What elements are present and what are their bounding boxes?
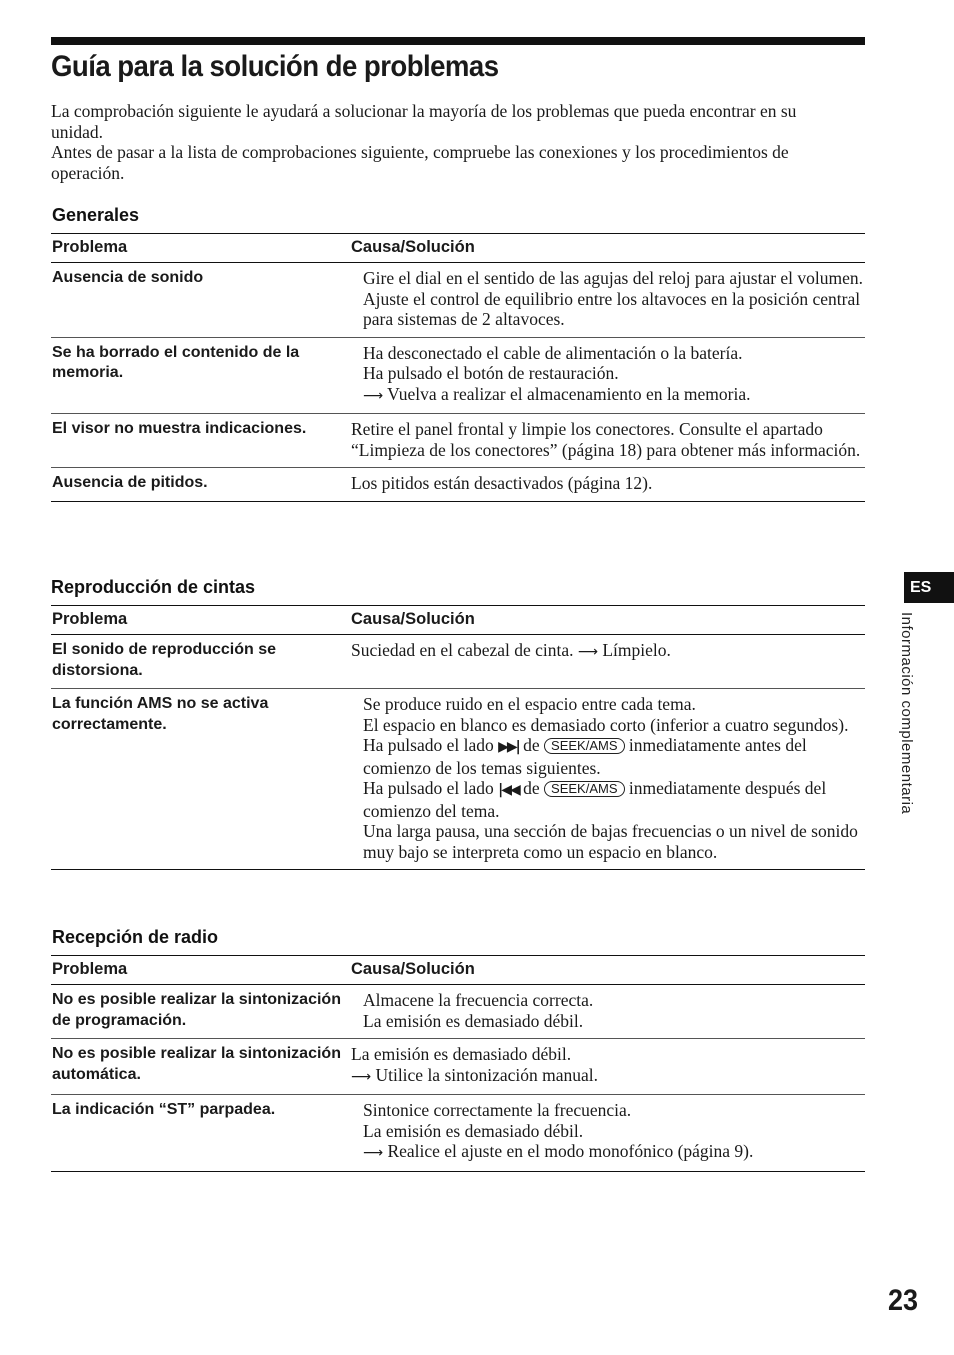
solution-line	[363, 1141, 865, 1164]
skip-back-icon: |◀◀	[498, 782, 519, 798]
solution-line	[363, 778, 865, 821]
language-tab: ES	[904, 572, 954, 603]
solution-line: Retire el panel frontal y limpie los conectores. Consulte el apartado “Limpieza de los conectores” (página 18) para obtener más información.	[351, 419, 861, 460]
solution-cell	[350, 689, 865, 870]
solution-line: La emisión es demasiado débil.	[351, 1044, 572, 1064]
table-row	[51, 1039, 865, 1095]
solution-text: Límpielo.	[602, 640, 671, 660]
table-row	[51, 689, 865, 870]
arrow-right-icon: ⟶	[363, 387, 384, 404]
intro	[51, 101, 831, 183]
solution-line	[363, 384, 865, 407]
table-header-row	[51, 956, 865, 985]
table-row	[51, 635, 865, 689]
section-title-radio: Recepción de radio	[52, 927, 219, 947]
table-row	[51, 468, 865, 502]
table-row	[51, 1095, 865, 1172]
problem-cell: Ausencia de pitidos.	[51, 468, 350, 502]
section-title-tape: Reproducción de cintas	[51, 577, 256, 597]
solution-line: Gire el dial en el sentido de las agujas del reloj para ajustar el volumen.	[363, 268, 864, 288]
table-tape	[51, 605, 865, 870]
solution-line: La emisión es demasiado débil.	[363, 1010, 584, 1031]
col-solution-header: Causa/Solución	[350, 956, 865, 985]
solution-text: Ha pulsado el lado	[363, 778, 494, 798]
seek-ams-key: SEEK/AMS	[544, 781, 624, 797]
solution-text: de	[523, 778, 540, 798]
solution-cell	[350, 1039, 865, 1095]
problem-cell: La función AMS no se activa correctamente.	[51, 689, 350, 870]
problem-cell: Se ha borrado el contenido de la memoria.	[51, 337, 350, 414]
solution-line: Se produce ruido en el espacio entre cada tema.	[363, 694, 696, 714]
solution-text: Vuelva a realizar el almacenamiento en la memoria.	[387, 383, 751, 404]
solution-cell	[350, 468, 865, 502]
solution-cell	[350, 263, 865, 338]
arrow-right-icon: ⟶	[363, 1145, 384, 1161]
solution-line	[351, 1065, 865, 1088]
col-solution-header: Causa/Solución	[350, 234, 865, 263]
skip-forward-icon: ▶▶|	[498, 739, 519, 755]
solution-line	[351, 640, 865, 663]
solution-line: Sintonice correctamente la frecuencia.	[363, 1100, 632, 1120]
solution-line: Ha pulsado el botón de restauración.	[363, 363, 619, 383]
solution-cell	[350, 414, 865, 468]
solution-line: Ha desconectado el cable de alimentación o la batería.	[363, 342, 743, 363]
solution-cell	[350, 985, 865, 1039]
solution-line: Almacene la frecuencia correcta.	[363, 990, 594, 1010]
solution-cell	[350, 337, 865, 414]
solution-text: Suciedad en el cabezal de cinta.	[351, 640, 574, 660]
col-problem-header: Problema	[51, 234, 350, 263]
table-general	[51, 233, 865, 502]
table-header-row	[51, 606, 865, 635]
col-problem-header: Problema	[51, 606, 350, 635]
table-row	[51, 337, 865, 414]
solution-line	[363, 735, 865, 778]
table-row	[51, 263, 865, 338]
intro-paragraph: La comprobación siguiente le ayudará a solucionar la mayoría de los problemas que pueda encontrar en su unidad.	[51, 101, 797, 142]
table-row	[51, 985, 865, 1039]
solution-line: El espacio en blanco es demasiado corto (inferior a cuatro segundos).	[363, 714, 849, 735]
col-problem-header: Problema	[51, 956, 350, 985]
problem-cell: No es posible realizar la sintonización de programación.	[51, 985, 350, 1039]
problem-cell: La indicación “ST” parpadea.	[51, 1095, 350, 1172]
solution-line: La emisión es demasiado débil.	[363, 1120, 584, 1141]
arrow-right-icon: ⟶	[577, 644, 598, 660]
solution-text: inmediatamente después del comienzo del tema.	[363, 778, 827, 821]
table-header-row	[51, 234, 865, 263]
solution-line: Ajuste el control de equilibrio entre los altavoces en la posición central para sistemas de 2 altavoces.	[363, 288, 861, 329]
solution-text: inmediatamente antes del comienzo de los temas siguientes.	[363, 735, 807, 778]
intro-paragraph: Antes de pasar a la lista de comprobaciones siguiente, compruebe las conexiones y los procedimientos de operación.	[51, 142, 789, 183]
solution-cell	[350, 1095, 865, 1172]
section-title-general: Generales	[52, 205, 140, 225]
title-rule	[51, 37, 865, 45]
solution-cell	[350, 635, 865, 689]
solution-line: Los pitidos están desactivados (página 12).	[351, 473, 653, 493]
problem-cell: El visor no muestra indicaciones.	[51, 414, 350, 468]
table-radio	[51, 955, 865, 1172]
solution-text: de	[523, 735, 540, 755]
table-row	[51, 414, 865, 468]
solution-text: Realice el ajuste en el modo monofónico (página 9).	[387, 1141, 754, 1161]
problem-cell: El sonido de reproducción se distorsiona.	[51, 635, 350, 689]
solution-line: Una larga pausa, una sección de bajas frecuencias o un nivel de sonido muy bajo se interpreta como un espacio en blanco.	[363, 821, 858, 862]
col-solution-header: Causa/Solución	[350, 606, 865, 635]
seek-ams-key: SEEK/AMS	[544, 738, 624, 754]
solution-text: Utilice la sintonización manual.	[375, 1064, 599, 1085]
solution-text: Ha pulsado el lado	[363, 735, 494, 755]
problem-cell: No es posible realizar la sintonización automática.	[51, 1039, 350, 1095]
problem-cell: Ausencia de sonido	[51, 263, 350, 338]
page-number: 23	[888, 1284, 919, 1317]
side-section-label: Información complementaria	[898, 612, 915, 815]
page-title: Guía para la solución de problemas	[51, 50, 499, 83]
arrow-right-icon: ⟶	[351, 1068, 372, 1085]
